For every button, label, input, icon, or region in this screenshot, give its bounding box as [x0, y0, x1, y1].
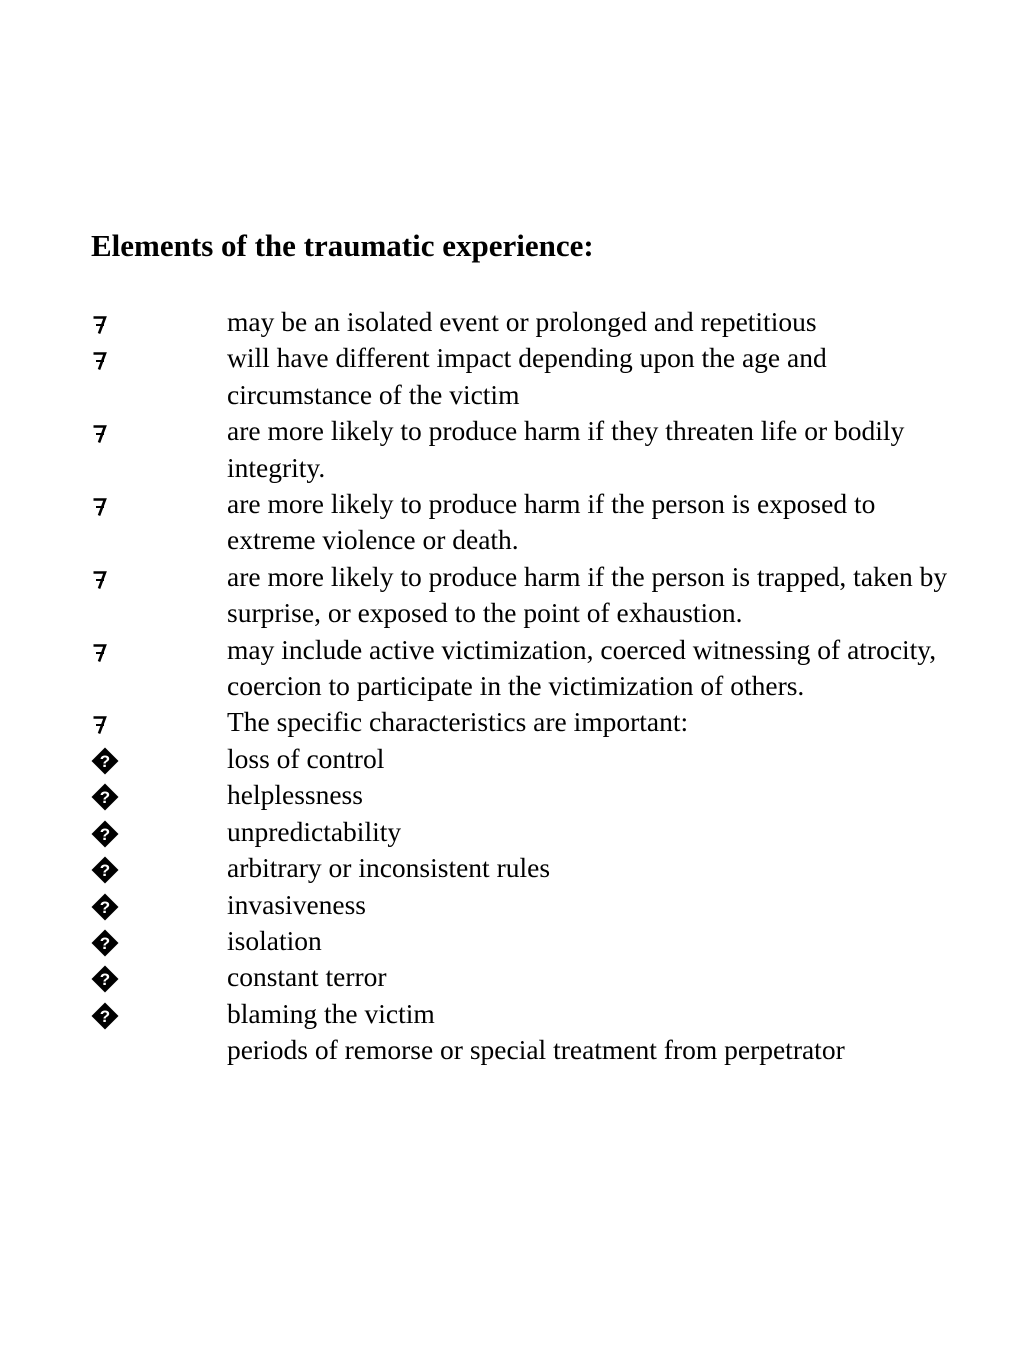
- svg-text:?: ?: [99, 897, 111, 917]
- list-item-text: may include active victimization, coerced witnessing of atrocity, coercion to participate in the victimization of others.: [227, 633, 937, 702]
- list-item: [90, 887, 950, 923]
- replacement-character-icon: [90, 777, 130, 812]
- list-item: [90, 704, 950, 740]
- list-item: [90, 413, 950, 486]
- list-item-text: are more likely to produce harm if they threaten life or bodily integrity.: [227, 415, 905, 483]
- list-item: [90, 850, 950, 886]
- arrow-bullet-icon: [90, 413, 130, 444]
- arrow-bullet-icon: [90, 632, 130, 663]
- replacement-character-icon: [90, 923, 130, 958]
- list-item-text: blaming the victim: [227, 997, 435, 1029]
- page-heading: Elements of the traumatic experience:: [91, 228, 594, 263]
- replacement-character-icon: [90, 959, 130, 994]
- list-item: [90, 959, 950, 995]
- list-item-text: will have different impact depending upon the age and circumstance of the victim: [227, 342, 827, 410]
- bullet-list: [90, 304, 950, 1069]
- list-item-text: helplessness: [227, 779, 363, 811]
- arrow-bullet-icon: [90, 704, 130, 735]
- replacement-character-icon: [90, 741, 130, 776]
- svg-text:?: ?: [99, 1006, 111, 1026]
- svg-text:?: ?: [99, 861, 111, 881]
- list-item: [90, 1032, 950, 1068]
- list-item: [90, 632, 950, 705]
- arrow-bullet-icon: [90, 486, 130, 517]
- arrow-bullet-icon: [90, 304, 130, 335]
- replacement-character-icon: [90, 996, 130, 1031]
- list-item: [90, 777, 950, 813]
- list-item: [90, 741, 950, 777]
- replacement-character-icon: [90, 850, 130, 885]
- list-item: [90, 996, 950, 1032]
- list-item-text: loss of control: [227, 742, 385, 774]
- svg-text:?: ?: [99, 788, 111, 808]
- list-item-text: are more likely to produce harm if the person is exposed to extreme violence or death.: [227, 488, 876, 556]
- list-item: [90, 559, 950, 632]
- list-item-text: are more likely to produce harm if the person is trapped, taken by surprise, or exposed to the point of exhaustion.: [227, 560, 948, 629]
- svg-text:?: ?: [99, 751, 111, 771]
- list-item-text: periods of remorse or special treatment from perpetrator: [227, 1034, 845, 1066]
- list-item: [90, 814, 950, 850]
- svg-text:?: ?: [99, 824, 111, 844]
- svg-text:?: ?: [99, 933, 111, 953]
- list-item: [90, 304, 950, 340]
- list-item-text: The specific characteristics are important:: [227, 706, 689, 738]
- list-item-text: constant terror: [227, 961, 387, 993]
- list-item-text: isolation: [227, 924, 322, 956]
- svg-text:?: ?: [99, 970, 111, 990]
- arrow-bullet-icon: [90, 559, 130, 590]
- list-item-text: may be an isolated event or prolonged and repetitious: [227, 306, 817, 337]
- arrow-bullet-icon: [90, 340, 130, 371]
- list-item-text: arbitrary or inconsistent rules: [227, 852, 551, 884]
- list-item: [90, 340, 950, 413]
- list-item-text: unpredictability: [227, 815, 402, 847]
- replacement-character-icon: [90, 887, 130, 922]
- replacement-character-icon: [90, 814, 130, 849]
- list-item: [90, 923, 950, 959]
- list-item-text: invasiveness: [227, 888, 367, 920]
- list-item: [90, 486, 950, 559]
